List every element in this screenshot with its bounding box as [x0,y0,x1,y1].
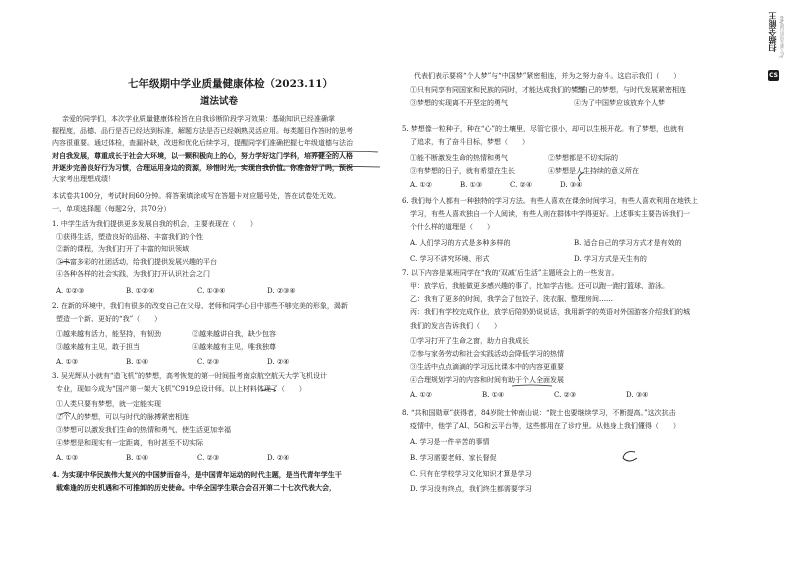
brand-name: 扫描全能王 [768,12,777,52]
question-8-stem-cont: 疫情中，他学了AI、5G和云平台等，这些都用在了诊疗里。从他身上我们懂得（ ） [410,422,680,430]
answer-choice: B. ①④ [126,454,149,462]
scanner-watermark [763,8,785,88]
question-4-stem-cont: 代表们表示要将“个人梦”与“中国梦”紧密相连，并为之努力奋斗。这启示我们（ ） [414,72,681,80]
question-3-stem-cont: 专业，现如今成为“国产第一架大飞机”C919总设计师。以上材料体现了（ ） [56,385,306,393]
option: ④合理规划学习的内容和时间有助于个人全面发展 [410,376,564,384]
option: ②自己的梦想，与时代发展紧密相连 [574,86,686,94]
option: C. 只有在学校学习文化知识才算是学习 [410,470,532,478]
intro-line: 亲爱的同学们，本次学业质量健康体检旨在自我诊断阶段学习效果：基础知识已经准确掌 [62,115,335,123]
question-2-stem: 2. 在新的环境中，我们有很多的改变自己在父母、老师和同学心目中那些不够完美的形象，渴新 [52,302,348,310]
option: ④为了中国梦应该放弃个人梦 [574,99,665,107]
option: ③丰富多彩的社团活动，给我们提供发展兴趣的平台 [56,258,217,266]
question-4-stem: 4. 为实现中华民族伟大复兴的中国梦而奋斗，是中国青年运动的时代主题，是当代青年学生干 [52,470,342,479]
answer-choice: D. ②③④ [267,287,296,295]
exam-title: 七年级期中学业质量健康体检（2023.11） [128,78,333,90]
answer-choice: D. ③④ [626,391,649,399]
question-5-stem-cont: 了追求，有了奋斗目标，梦想（ ） [410,138,529,146]
question-6-stem-cont: 个什么样的道理是（ ） [410,223,494,231]
answer-choice: D. ②④ [267,358,290,366]
option: ①获得生活，塑造良好的品格、丰富我们的个性 [56,233,203,241]
option: ①学习打开了生命之窗，助力自我成长 [410,337,529,345]
option: ①只有同享有同国家和民族的同时，才能达成我们的梦想 [410,86,585,94]
option: D. 学习没有终点，我们终生都需要学习 [410,485,532,493]
statement: 我们的发言告诉我们（ ） [410,322,501,330]
option: ③越来越有主见，敢于担当 [56,343,140,351]
answer-choice: B. ①④ [126,358,149,366]
intro-line: 对自我发展，尊重成长于社会大环境，以一颗积极向上的心，努力学好这门学科，培养健全的人格 [52,151,353,160]
option: A. 学习是一件辛苦的事情 [410,438,490,446]
question-2-stem-cont: 塑造一个新、更好的“我”（ ） [56,315,162,323]
answer-choice: C. ①③④ [197,287,226,295]
statement: 乙：我有了更多的时间，我学会了包饺子、洗衣服、整理房间…… [410,295,613,303]
statement: 丙：我们有学校完成作业，放学后陪奶奶说说话，我用新学的英语对外国游客介绍我们的城 [410,308,690,316]
option: ②新的课程，为我们打开了丰富的知识领域 [56,245,189,253]
option: ①越来越有活力，能坚持，有韧劲 [56,330,161,338]
option: D. 学习方式是天生有的 [574,255,647,263]
option: A. 人们学习的方式是多种多样的 [410,239,511,247]
answer-choice: B. ①④ [482,391,505,399]
option: ②个人的梦想，可以与时代的脉搏紧密相连 [56,413,189,421]
answer-choice: D. ③④ [560,181,583,189]
option: ④各种各样的社会实践，为我们打开认识社会之门 [56,270,210,278]
option: ③梦想可以激发我们生命的热情和勇气，使生活更加幸福 [56,426,231,434]
cs-logo-icon: CS [769,72,778,79]
option: ①人类只要有梦想，就一定能实现 [56,400,161,408]
answer-choice: C. ②③ [197,358,220,366]
option: ③梦想的实现离不开坚定的勇气 [410,99,508,107]
question-4-stem-cont: 载难逢的历史机遇和不可推卸的历史使命。中华全国学生联合会召开第二十七次代表大会， [56,483,336,492]
option: B. 学习需要老师、家长督促 [410,454,497,462]
question-5-stem: 5. 梦想像一粒种子，种在“心”的土壤里，尽管它很小，却可以生根开花。有了梦想，也就有 [402,125,685,133]
question-1-stem: 1. 中学生活为我们提供更多发展自我的机会，主要表现在（ ） [52,220,257,228]
question-6-stem: 6. 我们每个人都有一种独特的学习方法。有些人喜欢在课余时间学习，有些人喜欢利用在地铁上 [402,197,698,205]
option: ②越来越讲自我，缺少包容 [192,330,276,338]
answer-choice: A. ①②③ [56,287,85,295]
option: ④梦想是人生持续的意义所在 [548,167,639,175]
answer-choice: C. ②③ [197,454,220,462]
option: C. 学习不讲究环境、形式 [410,255,490,263]
option: ③生活中点点滴滴的学习远比课本中的内容更重要 [410,363,564,371]
answer-choice: A. ①② [410,181,433,189]
brand-slogan: 3亿人都在用的扫描App [779,16,784,59]
option: ④越来越有主见，唯我独尊 [192,343,276,351]
exam-subject: 道法试卷 [200,96,239,107]
section-heading: 一、单项选择题（每题2分，共70分） [52,205,171,213]
option: ②梦想都是不切实际的 [548,154,618,162]
answer-choice: C. ②③ [554,391,577,399]
answer-choice: A. ①② [410,391,433,399]
option: B. 适合自己的学习方式才是有效的 [574,239,682,247]
intro-line: 内容很重要。通过体检，查漏补缺，改进和优化后续学习，提醒同学们准确把握七年级道德与法治 [52,139,353,147]
question-6-stem-cont: 学习，有些人喜欢独自一个人阅读，有些人则在群体中学得更好。上述事实主要告诉我们一 [410,210,690,218]
answer-choice: A. ①③ [56,454,79,462]
exam-notice: 本试卷共100分，考试时间60分钟。将答案填涂或写在答题卡对应题号处，答在试卷处无效。 [52,192,341,200]
question-8-stem: 8. “共和国勋章”获得者，84岁院士钟南山说：“院士也要继续学习，不断提高。”这次抗击 [402,409,676,417]
answer-choice: A. ①③ [56,358,79,366]
intro-line: 大家考出理想成绩！ [52,175,115,183]
answer-choice: D. ②④ [267,454,290,462]
question-3-stem: 3. 吴光辉从小就有“造飞机”的梦想，高考恢复的第一时间报考南京航空航天大学飞机设计 [52,372,328,380]
answer-choice: B. ①③ [460,181,483,189]
option: ④梦想是和现实有一定距离，有时甚至不切实际 [56,439,203,447]
option: ②参与家务劳动和社会实践活动会降低学习的热情 [410,350,564,358]
answer-choice: B. ①②④ [126,287,155,295]
option: ③有梦想的日子，就有希望在生长 [410,167,515,175]
question-7-stem: 7. 以下内容是某班同学在“我的‘双减’后生活”主题班会上的一些发言。 [402,269,619,277]
answer-choice: C. ②④ [510,181,533,189]
intro-line: 并逐步完善良好行为习惯，合理运用身边的资源，珍惜时光，实现自我价值。你准备好了吗，预祝 [52,163,353,172]
statement: 甲：放学后，我能做更多感兴趣的事了，比如学吉他。还可以跑一跑打篮球、游泳。 [410,282,669,290]
intro-line: 握程度，品德、品行是否已经达到标准，解题方法是否已经娴熟灵活应用。每类题目作答时的思考 [52,127,353,135]
option: ①能不断激发生命的热情和勇气 [410,154,508,162]
